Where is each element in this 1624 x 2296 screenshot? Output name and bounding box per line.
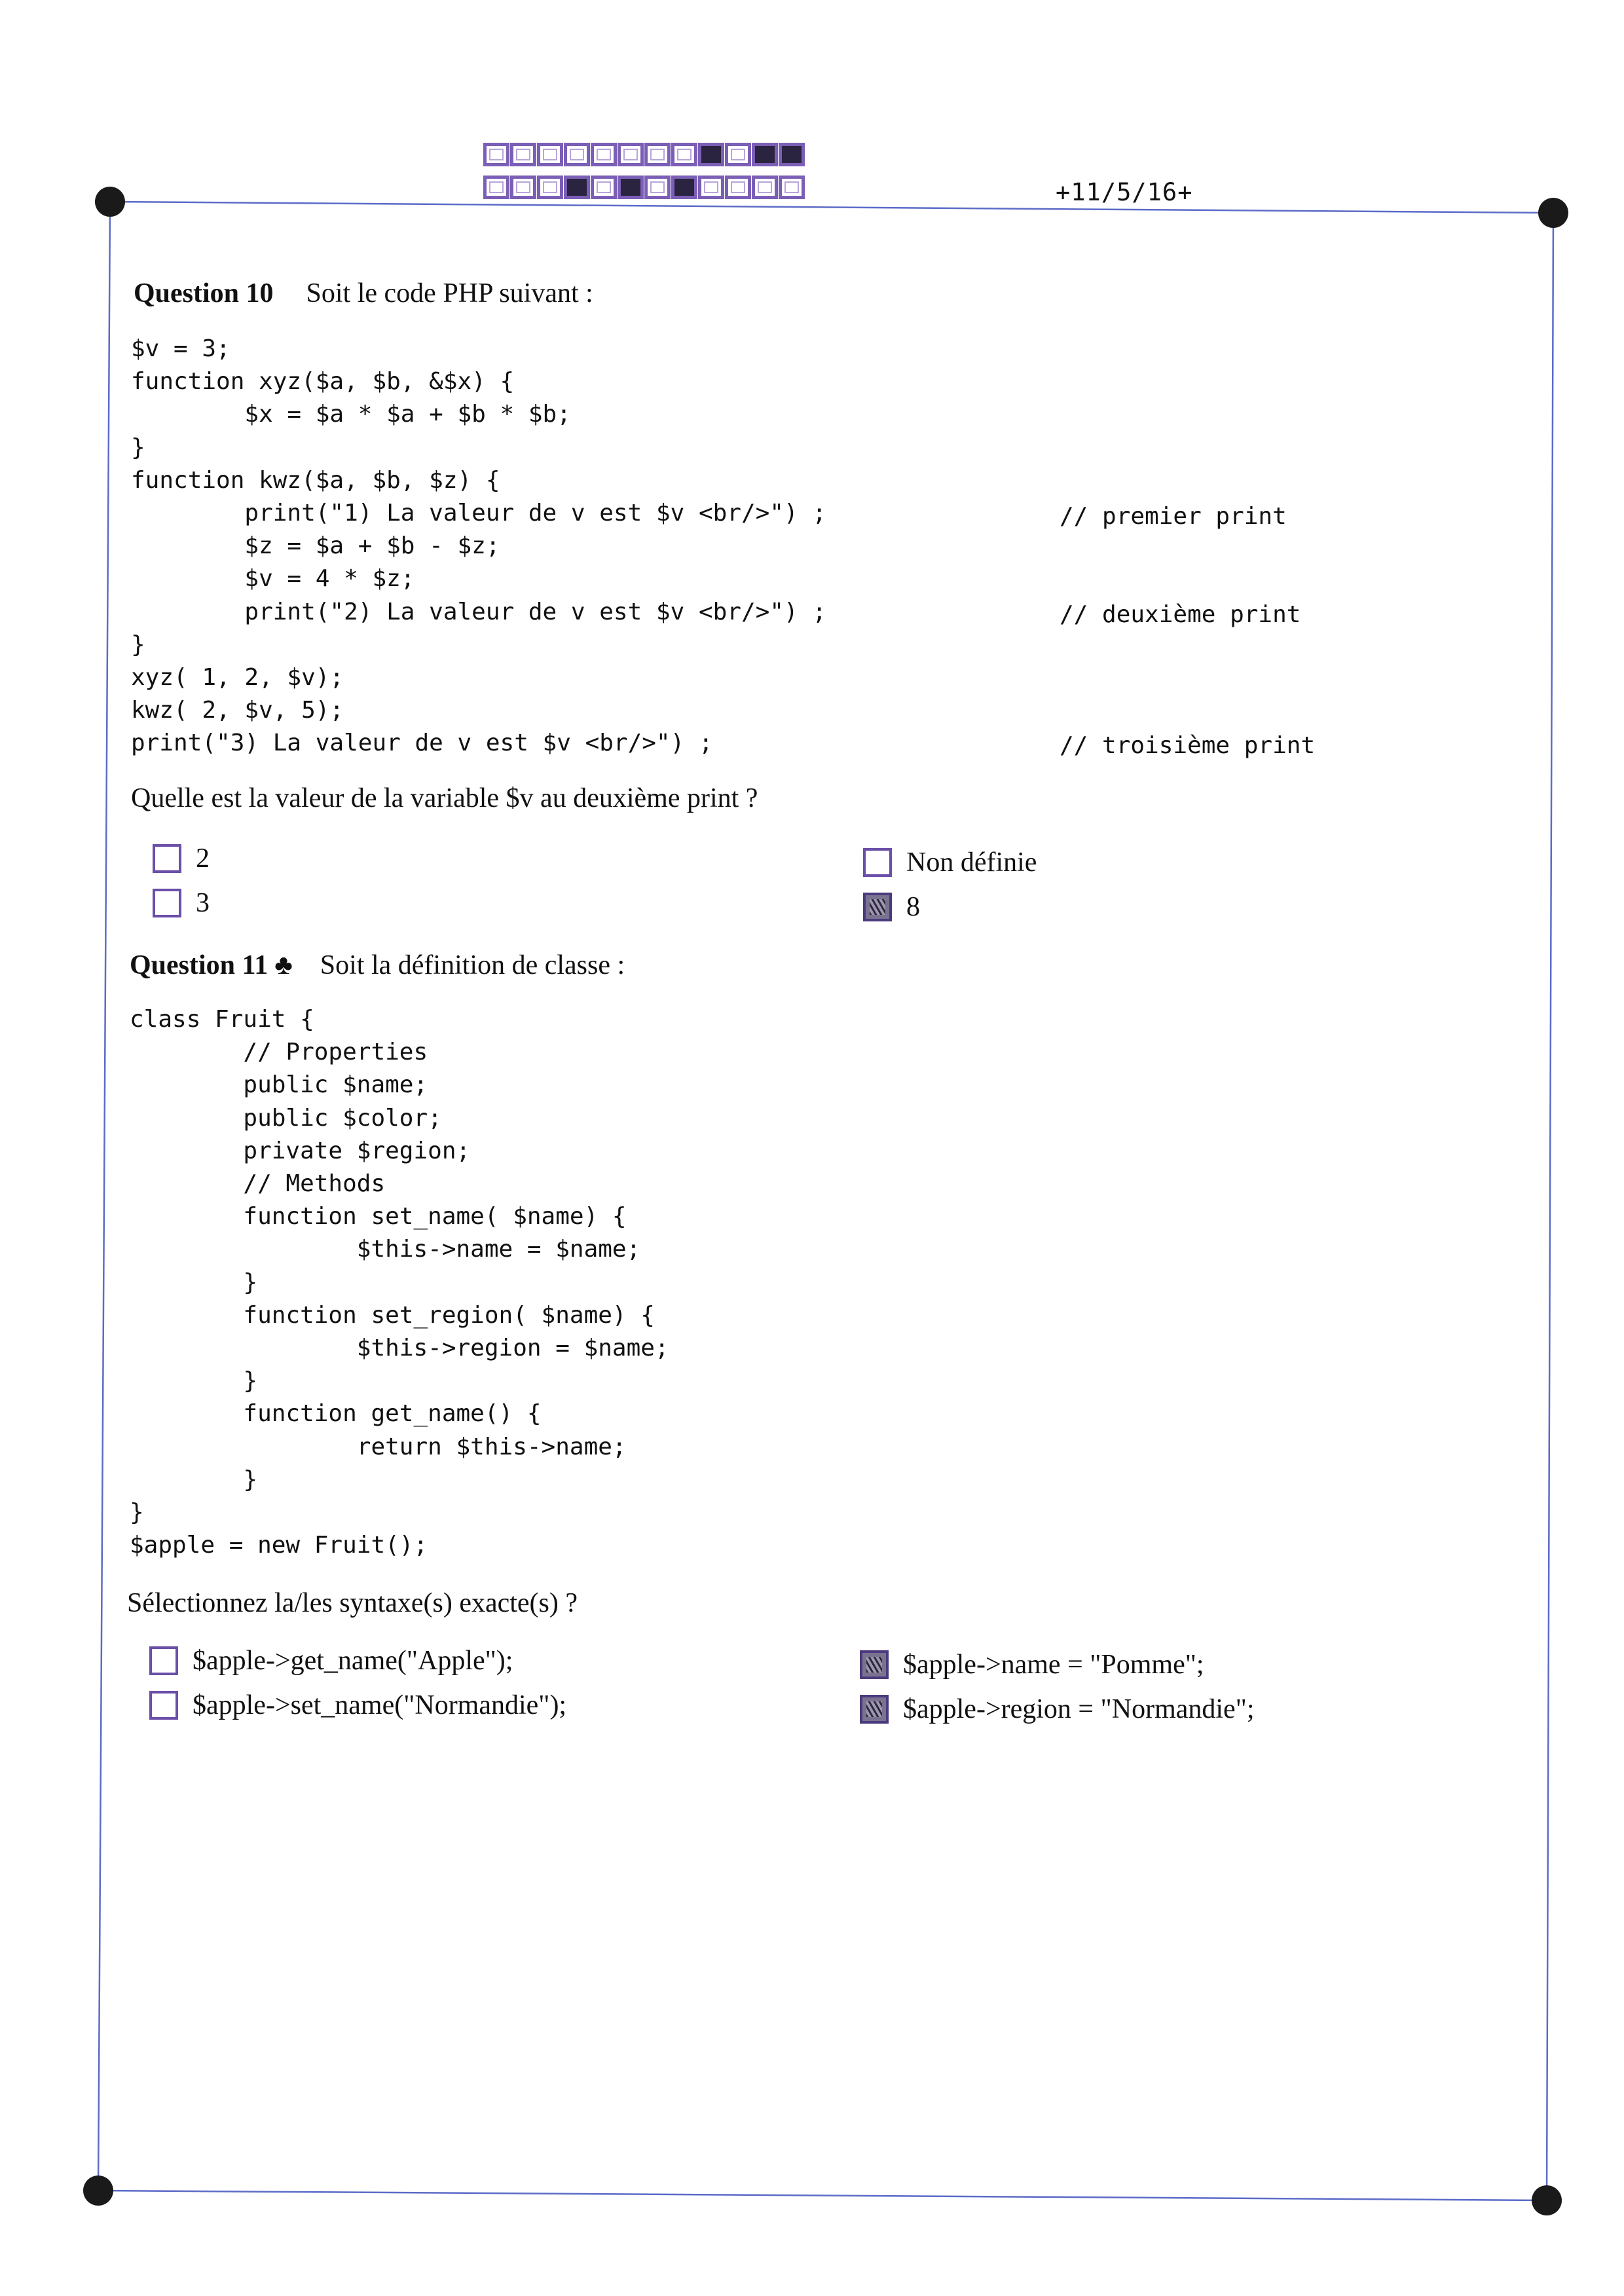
id-box-empty <box>537 176 563 199</box>
comment-premier-print: // premier print <box>1060 503 1287 530</box>
answer-checkbox[interactable] <box>860 1650 889 1679</box>
id-box-empty <box>644 176 671 199</box>
answer-label: 8 <box>906 892 920 922</box>
question-10-label: Question 10 <box>134 278 274 308</box>
answer-checkbox[interactable] <box>149 1646 178 1675</box>
question-11-answer-1[interactable] <box>149 1645 513 1676</box>
answer-label: $apple->region = "Normandie"; <box>903 1694 1255 1724</box>
id-box-filled <box>752 143 778 166</box>
id-box-filled <box>698 143 724 166</box>
question-11-intro: Soit la définition de classe : <box>320 950 625 980</box>
question-11-answer-2[interactable] <box>149 1690 566 1721</box>
id-box-empty <box>510 176 536 199</box>
id-box-empty <box>725 143 751 166</box>
question-10-answer-2[interactable] <box>153 887 210 919</box>
question-10-prompt: Quelle est la valeur de la variable $v au deuxième print ? <box>131 783 758 813</box>
answer-label: 2 <box>196 843 210 874</box>
frame-left-line <box>98 202 110 2191</box>
question-10-answer-1[interactable] <box>153 843 210 874</box>
comment-troisieme-print: // troisième print <box>1060 732 1316 759</box>
id-box-empty <box>725 176 751 199</box>
question-10-code: $v = 3; function xyz($a, $b, &$x) { $x = $a * $a + $b * $b; } function kwz($a, $b, $z) { print("1) La valeur de v est $v <br/>") ; $z = $a + $b - $z; $v = 4 * $z; print("2) La valeur de v est $v <br/>") ; } xyz( 1, 2, $v); kwz( 2, $v, 5); print("3) La valeur de v est $v <br/>") ; <box>131 335 827 757</box>
page-id-boxes-row-2 <box>483 176 805 199</box>
answer-label: 3 <box>196 888 210 918</box>
comment-deuxieme-print: // deuxième print <box>1060 601 1301 628</box>
answer-checkbox[interactable] <box>863 848 892 877</box>
id-box-empty <box>752 176 778 199</box>
answer-label: $apple->set_name("Normandie"); <box>193 1690 567 1720</box>
question-10-header <box>134 278 593 309</box>
page-id-boxes-row-1 <box>483 143 805 166</box>
answer-label: $apple->name = "Pomme"; <box>903 1650 1204 1680</box>
id-box-empty <box>618 143 644 166</box>
question-11-header <box>130 950 625 981</box>
id-box-empty <box>779 176 805 199</box>
id-box-empty <box>591 176 617 199</box>
question-10-answer-4[interactable] <box>863 891 920 923</box>
corner-mark-top-right <box>1538 198 1568 228</box>
id-box-empty <box>483 176 509 199</box>
id-box-empty <box>564 143 590 166</box>
answer-checkbox[interactable] <box>860 1695 889 1724</box>
answer-checkbox[interactable] <box>153 889 181 917</box>
answer-checkbox[interactable] <box>149 1691 178 1720</box>
id-box-empty <box>591 143 617 166</box>
id-box-filled <box>564 176 590 199</box>
id-box-filled <box>671 176 697 199</box>
answer-checkbox[interactable] <box>153 844 181 873</box>
question-11-prompt: Sélectionnez la/les syntaxe(s) exacte(s) ? <box>127 1588 578 1618</box>
question-11-label: Question 11 <box>130 950 268 980</box>
id-box-empty <box>537 143 563 166</box>
corner-mark-top-left <box>95 187 125 217</box>
id-box-filled <box>779 143 805 166</box>
id-box-empty <box>510 143 536 166</box>
page-id-label: +11/5/16+ <box>1056 178 1193 206</box>
frame-bottom-line <box>98 2191 1547 2200</box>
answer-checkbox[interactable] <box>863 893 892 921</box>
frame-top-line <box>110 202 1553 213</box>
id-box-empty <box>671 143 697 166</box>
id-box-filled <box>618 176 644 199</box>
id-box-empty <box>698 176 724 199</box>
corner-mark-bottom-left <box>83 2176 113 2206</box>
club-marker-icon: ♣ <box>274 950 293 980</box>
question-10-intro: Soit le code PHP suivant : <box>306 278 593 308</box>
question-11-code: class Fruit { // Properties public $name; public $color; private $region; // Methods function set_name( $name) { $this->name = $name; } function set_region( $name) { $this->region = $name; } function get_name() { return $this->name; } } $apple = new Fruit(); <box>130 1006 669 1559</box>
id-box-empty <box>483 143 509 166</box>
answer-label: $apple->get_name("Apple"); <box>193 1646 513 1676</box>
question-10-answer-3[interactable] <box>863 847 1037 878</box>
question-11-answer-4[interactable] <box>860 1694 1255 1725</box>
question-11-answer-3[interactable] <box>860 1649 1204 1680</box>
frame-right-line <box>1547 213 1553 2200</box>
answer-label: Non définie <box>906 847 1037 878</box>
id-box-empty <box>644 143 671 166</box>
corner-mark-bottom-right <box>1532 2185 1562 2215</box>
